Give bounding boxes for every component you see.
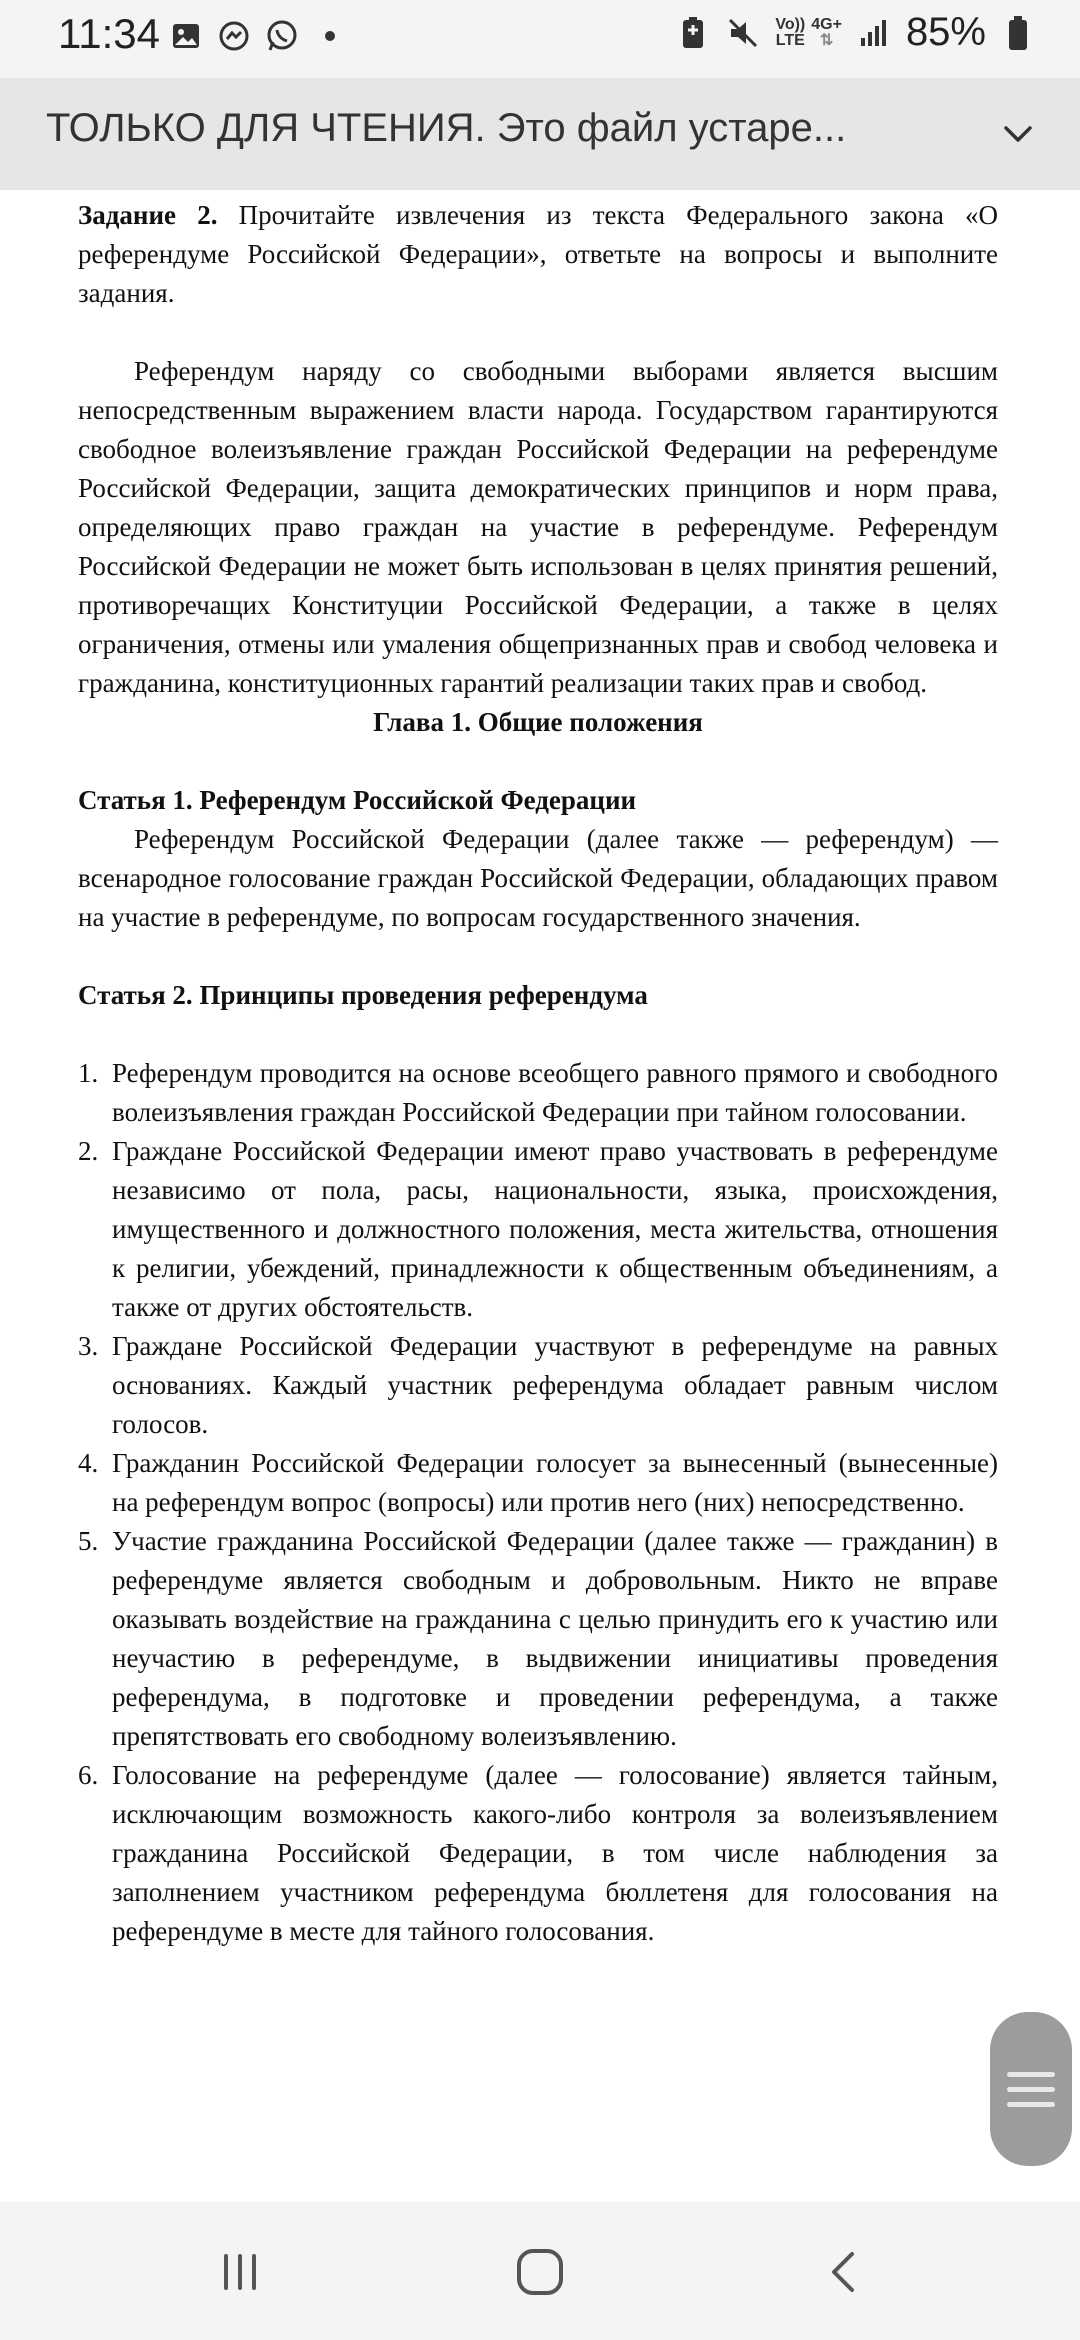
- battery-icon: [1000, 15, 1036, 51]
- status-system-icons: [675, 10, 1036, 55]
- document-page[interactable]: [0, 190, 1080, 2202]
- task-label: Задание 2.: [78, 200, 218, 230]
- whatsapp-icon: [264, 18, 300, 54]
- status-notification-icons: [168, 18, 348, 54]
- list-item: 6. Голосование на референдуме (далее — голосование) является тайным, исключающим возможность какого-либо контроля за волеизъявлением гражданина Российской Федерации, в том числе наблюдения за заполнением участником референдума бюллетеня для голосования на референдуме в месте для тайного голосования.: [78, 1760, 998, 1946]
- article2-heading: Статья 2. Принципы проведения референдума: [78, 980, 648, 1010]
- task-text: Прочитайте извлечения из текста Федерального закона «О референдуме Российской Федерации», ответьте на вопросы и выполните задания.: [78, 200, 999, 308]
- document-content: [78, 196, 998, 1951]
- list-item: 4. Гражданин Российской Федерации голосует за вынесенный (вынесенные) на референдум вопрос (вопросы) или против него (них) непосредственно.: [78, 1448, 998, 1517]
- handle-line: [1007, 2072, 1055, 2077]
- article1-text: Референдум Российской Федерации (далее также — референдум) — всенародное голосование граждан Российской Федерации, обладающих правом на участие в референдуме, по вопросам государственного значения.: [78, 824, 998, 932]
- navigation-bar: [0, 2202, 1080, 2340]
- article1-heading: Статья 1. Референдум Российской Федерации: [78, 785, 637, 815]
- status-time: 11:34: [58, 10, 160, 57]
- handle-line: [1007, 2102, 1055, 2107]
- list-item: 3. Граждане Российской Федерации участвуют в референдуме на равных основаниях. Каждый участник референдума обладает равным числом голосов.: [78, 1331, 998, 1439]
- network-indicator: Vo)) LTE 4G+ ⇅: [775, 15, 842, 49]
- dot-icon: [312, 18, 348, 54]
- mute-icon: [725, 15, 761, 51]
- list-item: 2. Граждане Российской Федерации имеют право участвовать в референдуме независимо от пола, расы, национальности, языка, происхождения, имущественного и должностного положения, места жительства, отношения к религии, убеждений, принадлежности к общественным объединениям, а также от других обстоятельств.: [78, 1136, 998, 1322]
- battery-saver-icon: [675, 15, 711, 51]
- read-only-banner[interactable]: [0, 78, 1080, 190]
- signal-icon: [856, 15, 892, 51]
- handle-line: [1007, 2087, 1055, 2092]
- status-bar: [0, 0, 1080, 78]
- chapter-heading: Глава 1. Общие положения: [373, 707, 703, 737]
- scroll-handle[interactable]: [990, 2012, 1072, 2166]
- battery-percent: 85%: [905, 10, 986, 54]
- read-only-banner-text: ТОЛЬКО ДЛЯ ЧТЕНИЯ. Это файл устаре...: [46, 106, 847, 150]
- recent-apps-icon[interactable]: [208, 2240, 272, 2304]
- image-icon: [168, 18, 204, 54]
- messenger-icon: [216, 18, 252, 54]
- article2-list: [78, 1054, 998, 1951]
- chevron-down-icon[interactable]: [996, 112, 1040, 156]
- list-item: 5. Участие гражданина Российской Федерации (далее также — гражданин) в референдуме является свободным и добровольным. Никто не вправе оказывать воздействие на гражданина с целью принудить его к участию или неучастию в референдуме, в выдвижении инициативы проведения референдума, в подготовке и проведении референдума, а также препятствовать его свободному волеизъявлению.: [78, 1526, 998, 1751]
- home-icon[interactable]: [508, 2240, 572, 2304]
- task-paragraph: [78, 196, 998, 313]
- list-item: 1. Референдум проводится на основе всеобщего равного прямого и свободного волеизъявления граждан Российской Федерации при тайном голосовании.: [78, 1058, 998, 1127]
- back-icon[interactable]: [812, 2240, 876, 2304]
- intro-paragraph: Референдум наряду со свободными выборами является высшим непосредственным выражением власти народа. Государством гарантируются свободное волеизъявление граждан Российской Федерации на референдуме Российской Федерации, защита демократических принципов и норм права, определяющих право граждан на участие в референдуме. Референдум Российской Федерации не может быть использован в целях принятия решений, противоречащих Конституции Российской Федерации, а также в целях ограничения, отмены или умаления общепризнанных прав и свобод человека и гражданина, конституционных гарантий реализации таких прав и свобод.: [78, 356, 998, 698]
